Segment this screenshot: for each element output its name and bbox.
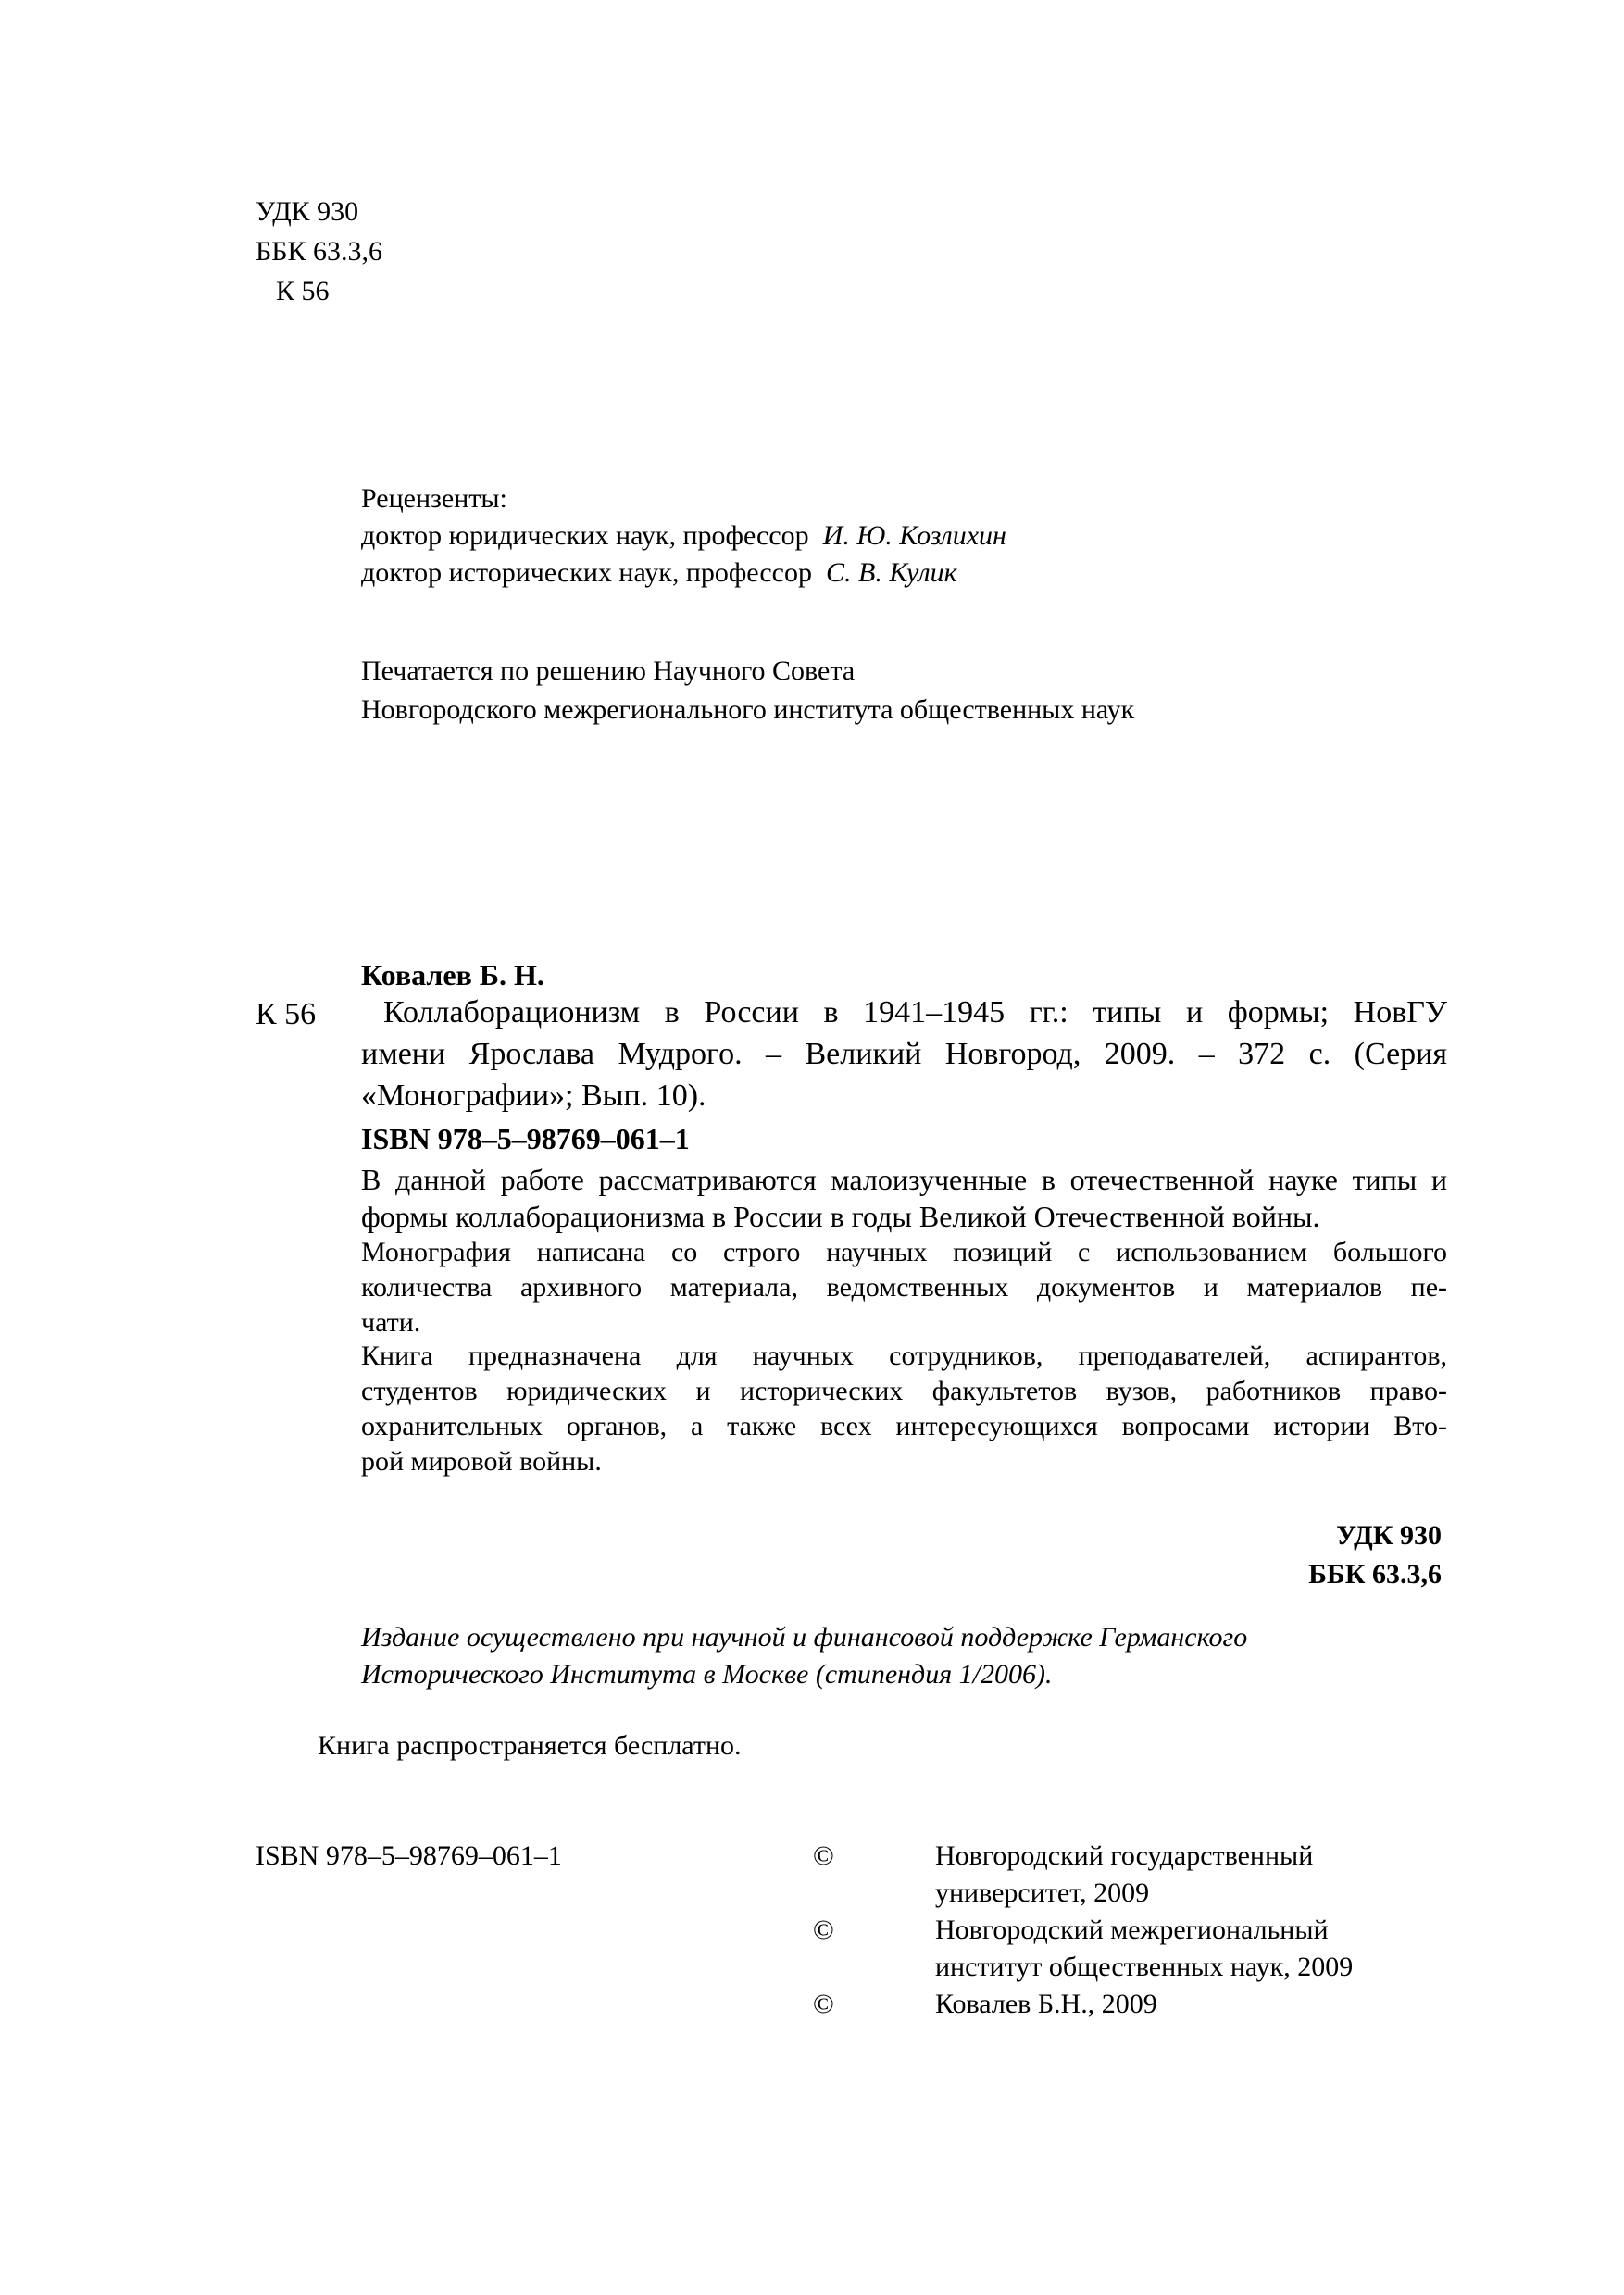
copyright-holder-line: университет, 2009 (935, 1877, 1150, 1908)
record-title-line: имени Ярослава Мудрого. – Великий Новгород, 2009. – 372 с. (Серия (361, 1037, 1447, 1071)
record-author-sign: К 56 (256, 997, 317, 1031)
record-author: Ковалев Б. Н. (361, 958, 544, 992)
record-title-line: «Монографии»; Вып. 10). (361, 1079, 706, 1113)
monograph-line: количества архивного материала, ведомственных документов и материалов пе- (361, 1272, 1447, 1303)
reviewer-line (361, 555, 1006, 592)
record-summary (361, 1163, 1447, 1237)
copyright-sign: © (813, 1840, 834, 1871)
council-approval (361, 654, 1134, 731)
udk-code-bottom: УДК 930 (1336, 1520, 1442, 1551)
reviewer-name: С. В. Кулик (826, 557, 957, 588)
copyright-isbn: ISBN 978–5–98769–061–1 (256, 1840, 562, 1871)
classification-codes-top (256, 194, 382, 314)
reviewers-block (361, 481, 1006, 592)
council-line: Печатается по решению Научного Совета (361, 655, 856, 686)
record-isbn: ISBN 978–5–98769–061–1 (361, 1122, 690, 1155)
reviewers-heading: Рецензенты: (361, 483, 507, 514)
reviewer-role: доктор юридических наук, профессор (361, 520, 809, 551)
council-line: Новгородского межрегионального института общественных наук (361, 694, 1135, 725)
record-monograph-note (361, 1237, 1447, 1342)
copyright-holder-line: Новгородский государственный (935, 1840, 1314, 1871)
distribution-note: Книга распространяется бесплатно. (318, 1730, 742, 1761)
record-title (361, 995, 1447, 1120)
audience-line: Книга предназначена для научных сотрудников, преподавателей, аспирантов, (361, 1341, 1447, 1371)
audience-line: охранительных органов, а также всех интересующихся вопросами истории Вто- (361, 1411, 1447, 1441)
copyright-holder (935, 1913, 1353, 1987)
copyright-holder (935, 1839, 1313, 1913)
udk-code: УДК 930 (256, 196, 359, 227)
record-title-line: Коллаборационизм в России в 1941–1945 гг.: типы и формы; НовГУ (383, 995, 1447, 1029)
copyright-holder-line: Ковалев Б.Н., 2009 (935, 1989, 1157, 2019)
bbk-code-bottom: ББК 63.3,6 (1308, 1559, 1442, 1590)
funding-line: Исторического Института в Москве (стипендия 1/2006). (361, 1659, 1053, 1690)
copyright-sign: © (813, 1989, 834, 2019)
reviewer-name: И. Ю. Козлихин (822, 520, 1006, 551)
audience-line: студентов юридических и исторических факультетов вузов, работников право- (361, 1376, 1447, 1406)
monograph-line: Монография написана со строго научных позиций с использованием большого (361, 1237, 1447, 1267)
funding-line: Издание осуществлено при научной и финансовой поддержке Германского (361, 1622, 1248, 1653)
audience-line: рой мировой войны. (361, 1446, 602, 1477)
copyright-holder (935, 1987, 1157, 2024)
bbk-code: ББК 63.3,6 (256, 236, 382, 267)
copyright-sign: © (813, 1915, 834, 1945)
funding-note (361, 1620, 1247, 1694)
summary-line: В данной работе рассматриваются малоизученные в отечественной науке типы и (361, 1163, 1447, 1196)
reviewer-line (361, 518, 1006, 555)
record-audience-note (361, 1341, 1447, 1481)
classification-codes-bottom (1308, 1518, 1442, 1596)
copyright-holder-line: институт общественных наук, 2009 (935, 1952, 1354, 1982)
monograph-line: чати. (361, 1307, 421, 1338)
reviewer-role: доктор исторических наук, профессор (361, 557, 813, 588)
author-sign: К 56 (276, 276, 330, 306)
copyright-holder-line: Новгородский межрегиональный (935, 1915, 1329, 1945)
summary-line: формы коллаборационизма в России в годы Великой Отечественной войны. (361, 1200, 1320, 1233)
